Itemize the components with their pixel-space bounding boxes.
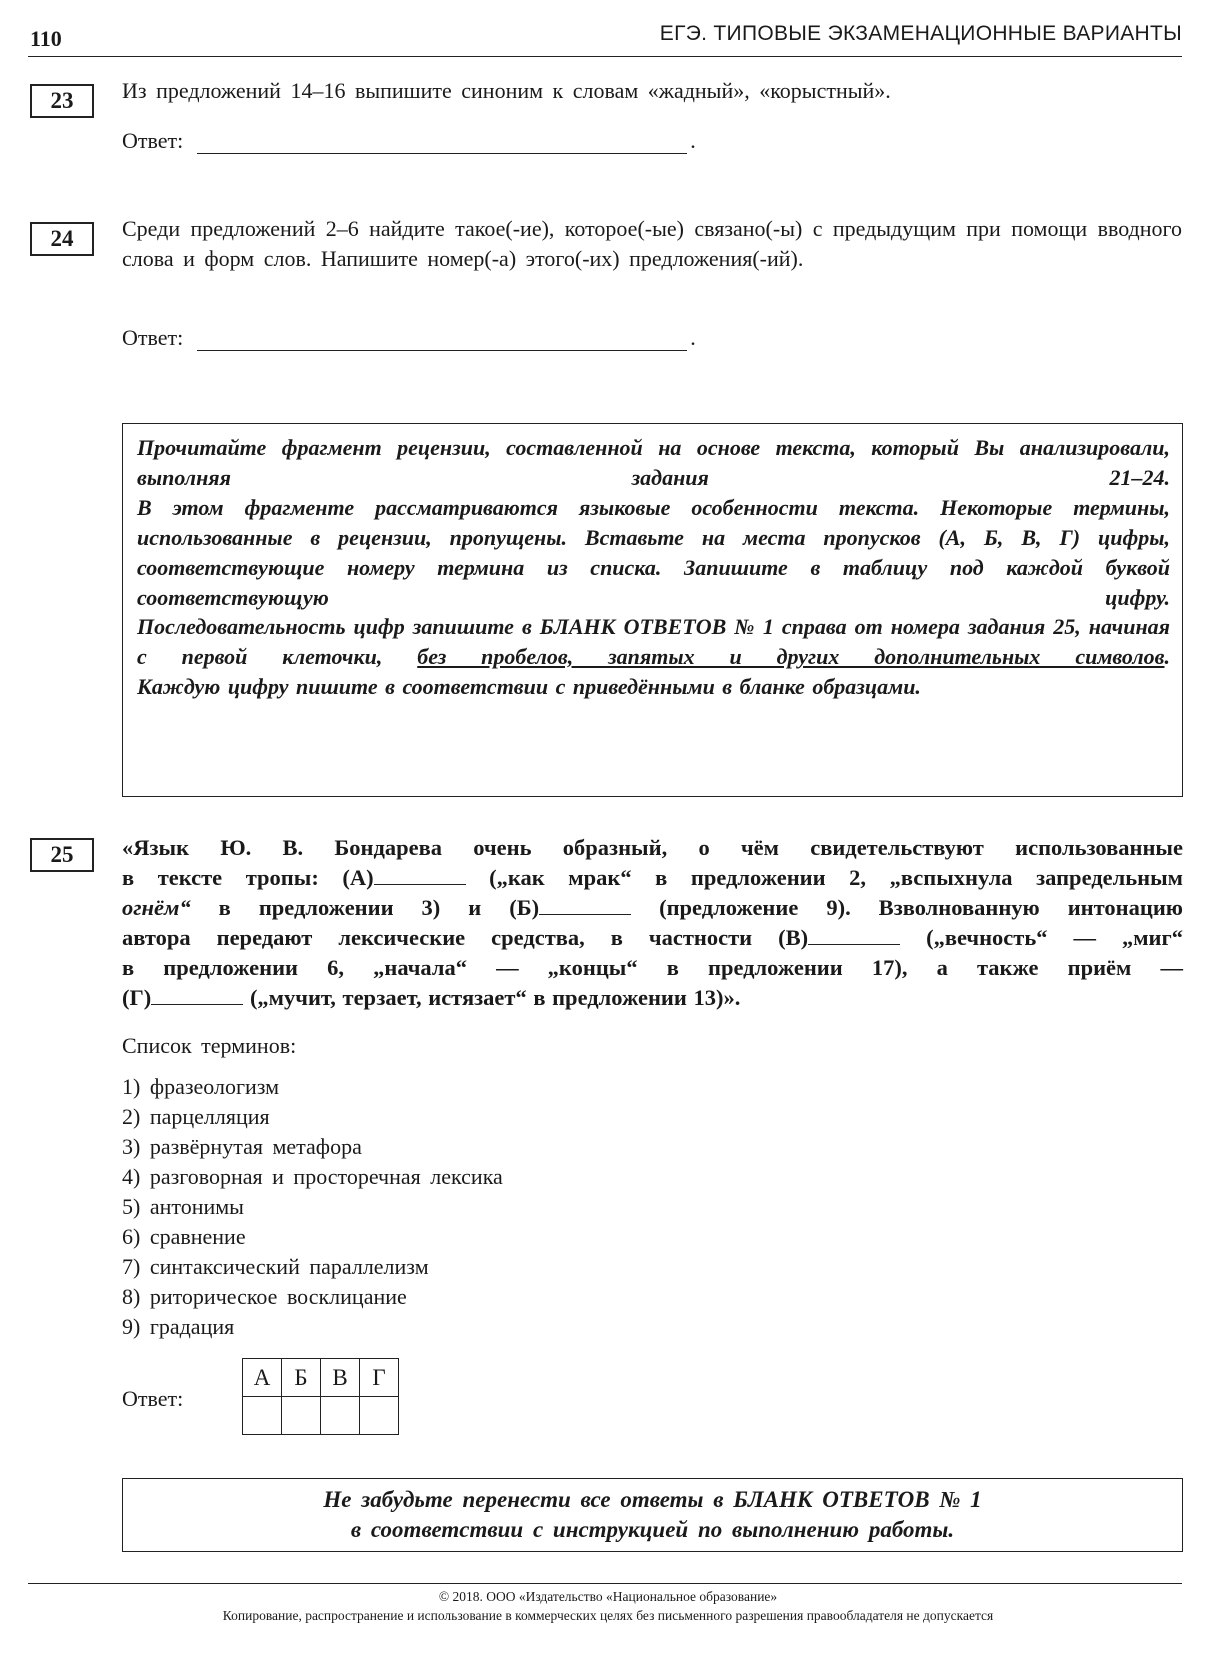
task-25-review-text — [122, 833, 1183, 1013]
grid-cell-v[interactable] — [321, 1397, 360, 1435]
blank-a[interactable] — [374, 864, 466, 885]
task-25-answer-label: Ответ: — [122, 1386, 184, 1411]
reminder-line-1: Не забудьте перенести все ответы в БЛАНК ОТВЕТОВ № 1 — [323, 1487, 982, 1512]
task-23-text: Из предложений 14–16 выпишите синоним к словам «жадный», «корыстный». — [122, 78, 891, 103]
task-23-answer — [122, 128, 696, 154]
page-number: 110 — [30, 26, 62, 51]
running-header-title: ЕГЭ. ТИПОВЫЕ ЭКЗАМЕНАЦИОННЫЕ ВАРИАНТЫ — [659, 22, 1182, 45]
list-item: 3) развёрнутая метафора — [122, 1134, 362, 1159]
task-23-answer-label: Ответ: — [122, 128, 184, 153]
reminder-line-2: в соответствии с инструкцией по выполнению работы. — [350, 1517, 955, 1542]
review-line-3 — [122, 893, 1183, 923]
review-l4-end: („вечность“ — „миг“ — [900, 925, 1183, 950]
answer-grid — [242, 1358, 399, 1435]
blank-v[interactable] — [808, 924, 900, 945]
footer-rule — [28, 1583, 1182, 1584]
instruction-p2: В этом фрагменте рассматриваются языковые особенности текста. Некоторые термины, использованные в рецензии, пропущены. Вставьте на места пропусков (А, Б, В, Г) цифры, соответствующие номеру термина из списка. Запишите в таблицу под каждой буквой соответствующую цифру. — [137, 494, 1170, 610]
grid-header-b: Б — [282, 1359, 321, 1397]
review-l6-end: („мучит, терзает, истязает“ в предложении 13)». — [243, 985, 741, 1010]
review-l4-start: автора передают лексические средства, в частности (В) — [122, 925, 809, 950]
task-23-answer-field[interactable] — [197, 131, 687, 154]
task-25-number: 25 — [30, 838, 94, 872]
grid-cell-a[interactable] — [243, 1397, 282, 1435]
grid-header-a: А — [243, 1359, 282, 1397]
instruction-p3-start: Последовательность цифр запишите в БЛАНК ОТВЕТОВ № 1 справа от номера задания 25, начиная с первой клеточки, — [137, 614, 1170, 670]
answer-dot: . — [690, 325, 696, 350]
review-l3-mid: в предложении 3) и (Б) — [190, 895, 540, 920]
list-item: 8) риторическое восклицание — [122, 1284, 407, 1309]
grid-header-v: В — [321, 1359, 360, 1397]
task-24-number: 24 — [30, 222, 94, 256]
terms-list-title: Список терминов: — [122, 1033, 297, 1058]
review-line-1: «Язык Ю. В. Бондарева очень образный, о чём свидетельствуют использованные — [122, 835, 1183, 860]
task-24-text: Среди предложений 2–6 найдите такое(-ие), которое(-ые) связано(-ы) с предыдущим при помощи вводного слова и форм слов. Напишите номер(-а) этого(-их) предложения(-ий). — [122, 216, 1182, 271]
instruction-p3 — [137, 612, 1170, 672]
review-line-2 — [122, 863, 1183, 893]
task-23-number: 23 — [30, 84, 94, 118]
task-24-answer-field[interactable] — [197, 328, 687, 351]
blank-g[interactable] — [151, 984, 243, 1005]
blank-b[interactable] — [539, 894, 631, 915]
list-item: 5) антонимы — [122, 1194, 244, 1219]
review-line-5: в предложении 6, „начала“ — „концы“ в предложении 17), а также приём — — [122, 955, 1183, 980]
review-line-4 — [122, 923, 1183, 953]
review-l3-end: (предложение 9). Взволнованную интонацию — [631, 895, 1183, 920]
terms-list — [122, 1072, 503, 1342]
footer-copyright: © 2018. ООО «Издательство «Национальное образование» — [438, 1589, 778, 1604]
review-l2-start: в тексте тропы: (А) — [122, 865, 374, 890]
list-item: 2) парцелляция — [122, 1104, 270, 1129]
reminder-box — [122, 1478, 1183, 1552]
footer-notice: Копирование, распространение и использование в коммерческих целях без письменного разрешения правообладателя не допускается — [222, 1608, 994, 1623]
list-item: 9) градация — [122, 1314, 235, 1339]
review-l3-italic: огнём“ — [122, 895, 191, 920]
task-24-answer-label: Ответ: — [122, 325, 184, 350]
task-24-answer — [122, 325, 696, 351]
instruction-p1: Прочитайте фрагмент рецензии, составленной на основе текста, который Вы анализировали, выполняя задания 21–24. — [137, 435, 1170, 490]
list-item: 1) фразеологизм — [122, 1074, 280, 1099]
review-l6-start: (Г) — [122, 985, 152, 1010]
list-item: 6) сравнение — [122, 1224, 246, 1249]
list-item: 7) синтаксический параллелизм — [122, 1254, 429, 1279]
instruction-p4: Каждую цифру пишите в соответствии с приведёнными в бланке образцами. — [137, 674, 921, 700]
grid-cell-b[interactable] — [282, 1397, 321, 1435]
instruction-p3-underlined: без пробелов, запятых и других дополнительных символов — [417, 644, 1165, 670]
grid-cell-g[interactable] — [360, 1397, 399, 1435]
instruction-box — [122, 423, 1183, 797]
instruction-p3-end: . — [1164, 644, 1170, 670]
answer-dot: . — [690, 128, 696, 153]
review-l2-end: („как мрак“ в предложении 2, „вспыхнула запредельным — [465, 865, 1184, 890]
list-item: 4) разговорная и просторечная лексика — [122, 1164, 503, 1189]
header-rule — [28, 56, 1182, 57]
grid-header-g: Г — [360, 1359, 399, 1397]
review-line-6 — [122, 983, 1183, 1013]
